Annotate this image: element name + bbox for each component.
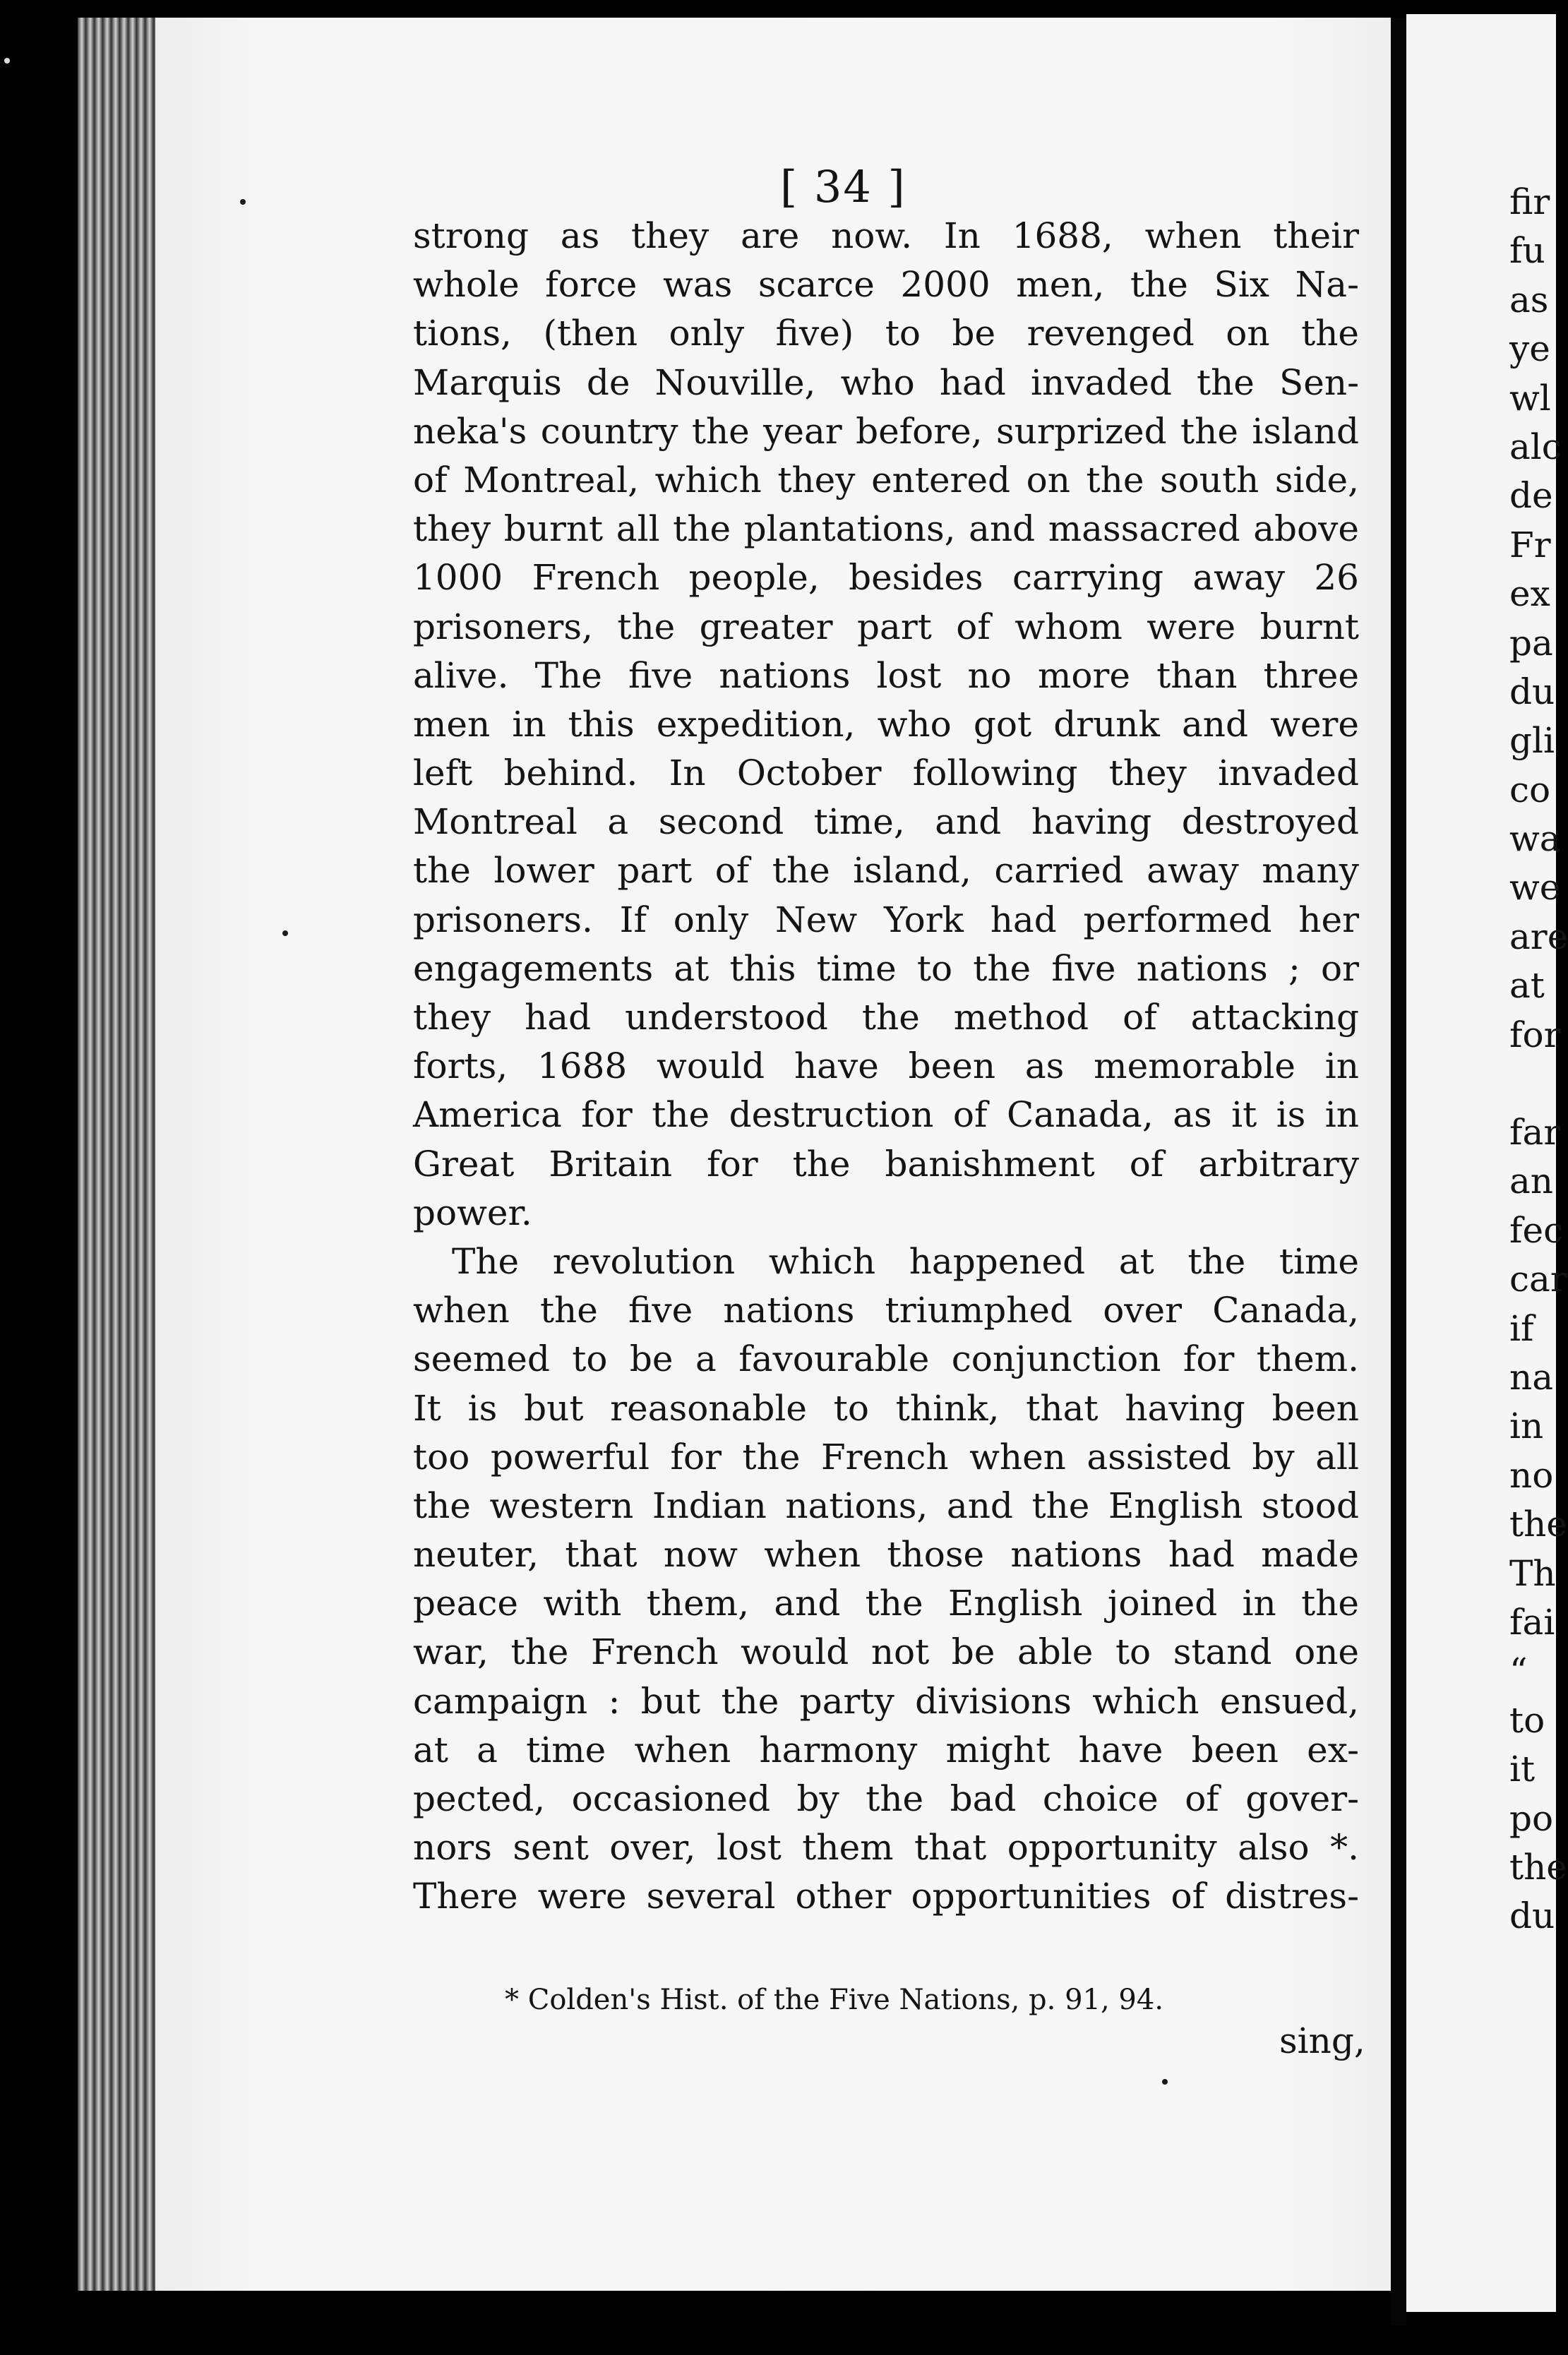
facing-line-fragment: fu xyxy=(1509,230,1545,272)
book-spine xyxy=(1391,18,1406,2326)
text-line: prisoners. If only New York had performed her xyxy=(413,899,1359,940)
text-line: tions, (then only five) to be revenged on the xyxy=(413,313,1359,354)
text-line: America for the destruction of Canada, as it is in xyxy=(413,1094,1359,1136)
text-line: seemed to be a favourable conjunction for them. xyxy=(413,1338,1359,1380)
footnote: * Colden's Hist. of the Five Nations, p. 91, 94. xyxy=(505,1984,1164,2016)
page-body-text xyxy=(413,212,1359,1922)
facing-line-fragment: fir xyxy=(1509,181,1550,222)
text-line: power. xyxy=(413,1192,532,1233)
facing-line-fragment: for xyxy=(1509,1014,1561,1055)
text-line: at a time when harmony might have been ex- xyxy=(413,1729,1359,1770)
text-line: nors sent over, lost them that opportunity also *. xyxy=(413,1827,1359,1869)
text-line: too powerful for the French when assisted by all xyxy=(413,1436,1359,1478)
text-line: The revolution which happened at the time xyxy=(452,1240,1359,1282)
facing-line-fragment: du xyxy=(1509,671,1555,712)
text-line: There were several other opportunities of distres- xyxy=(413,1876,1359,1917)
text-line: strong as they are now. In 1688, when their xyxy=(413,215,1359,256)
text-line: Montreal a second time, and having destroyed xyxy=(413,801,1359,843)
facing-line-fragment: na xyxy=(1509,1356,1554,1398)
text-line: war, the French would not be able to stand one xyxy=(413,1631,1359,1673)
facing-line-fragment: gli xyxy=(1509,720,1555,762)
facing-line-fragment: it xyxy=(1509,1749,1536,1790)
facing-line-fragment: at xyxy=(1509,965,1545,1007)
facing-page-text-fragments xyxy=(1509,178,1568,1941)
text-line: of Montreal, which they entered on the south side, xyxy=(413,459,1359,501)
facing-line-fragment: no xyxy=(1509,1454,1554,1496)
text-line: forts, 1688 would have been as memorable in xyxy=(413,1045,1359,1087)
text-line: men in this expedition, who got drunk and were xyxy=(413,703,1359,745)
facing-line-fragment: as xyxy=(1509,279,1549,320)
facing-line-fragment: the xyxy=(1509,1846,1567,1888)
facing-line-fragment: “ xyxy=(1509,1650,1528,1692)
text-line: whole force was scarce 2000 men, the Six Na- xyxy=(413,264,1359,306)
text-line: alive. The five nations lost no more than three xyxy=(413,654,1359,696)
facing-line-fragment: ex xyxy=(1509,573,1550,615)
text-line: It is but reasonable to think, that having been xyxy=(413,1387,1359,1429)
ink-speck xyxy=(1162,2079,1168,2085)
facing-line-fragment: we xyxy=(1509,867,1561,909)
text-line: prisoners, the greater part of whom were burnt xyxy=(413,606,1359,647)
text-line: neka's country the year before, surprized the island xyxy=(413,410,1359,452)
facing-line-fragment: ye xyxy=(1509,328,1550,370)
text-line: the western Indian nations, and the English stood xyxy=(413,1485,1359,1526)
facing-line-fragment: wa xyxy=(1509,818,1561,860)
facing-line-fragment: far xyxy=(1509,1112,1561,1153)
facing-line-fragment: Fr xyxy=(1509,524,1551,565)
ink-speck xyxy=(282,930,288,936)
facing-line-fragment: pa xyxy=(1509,622,1553,664)
catchword: sing, xyxy=(1279,2020,1365,2061)
text-line: the lower part of the island, carried away many xyxy=(413,850,1359,892)
facing-line-fragment: fai xyxy=(1509,1601,1555,1643)
facing-line-fragment: car xyxy=(1509,1259,1567,1300)
text-line: campaign : but the party divisions which ensued, xyxy=(413,1680,1359,1722)
facing-line-fragment: de xyxy=(1509,475,1553,517)
text-line: peace with them, and the English joined in the xyxy=(413,1583,1359,1624)
book-binding-edge xyxy=(78,18,155,2291)
facing-line-fragment: fec xyxy=(1509,1209,1564,1251)
page-number: [ 34 ] xyxy=(780,161,906,212)
ink-speck xyxy=(240,199,246,205)
text-line: pected, occasioned by the bad choice of gover- xyxy=(413,1778,1359,1819)
facing-line-fragment: the xyxy=(1509,1504,1567,1545)
text-line: when the five nations triumphed over Canada, xyxy=(413,1290,1359,1331)
facing-line-fragment: alc xyxy=(1509,426,1562,467)
facing-line-fragment: are xyxy=(1509,916,1568,957)
facing-line-fragment: po xyxy=(1509,1797,1554,1839)
text-line: Great Britain for the banishment of arbitrary xyxy=(413,1143,1359,1185)
facing-line-fragment: an xyxy=(1509,1161,1554,1202)
facing-line-fragment: to xyxy=(1509,1699,1545,1741)
text-line: neuter, that now when those nations had made xyxy=(413,1534,1359,1576)
facing-line-fragment: du xyxy=(1509,1895,1555,1937)
facing-line-fragment: in xyxy=(1509,1406,1544,1447)
text-line: left behind. In October following they invaded xyxy=(413,753,1359,794)
text-line: engagements at this time to the five nations ; or xyxy=(413,947,1359,989)
text-line: Marquis de Nouville, who had invaded the Sen- xyxy=(413,361,1359,403)
text-line: they had understood the method of attacking xyxy=(413,997,1359,1038)
facing-line-fragment: if xyxy=(1509,1307,1534,1349)
ink-speck xyxy=(4,58,10,64)
text-line: 1000 French people, besides carrying away 26 xyxy=(413,557,1359,599)
facing-line-fragment: co xyxy=(1509,769,1551,810)
facing-line-fragment: Th xyxy=(1509,1552,1556,1594)
facing-line-fragment: wl xyxy=(1509,377,1551,419)
text-line: they burnt all the plantations, and massacred above xyxy=(413,508,1359,550)
